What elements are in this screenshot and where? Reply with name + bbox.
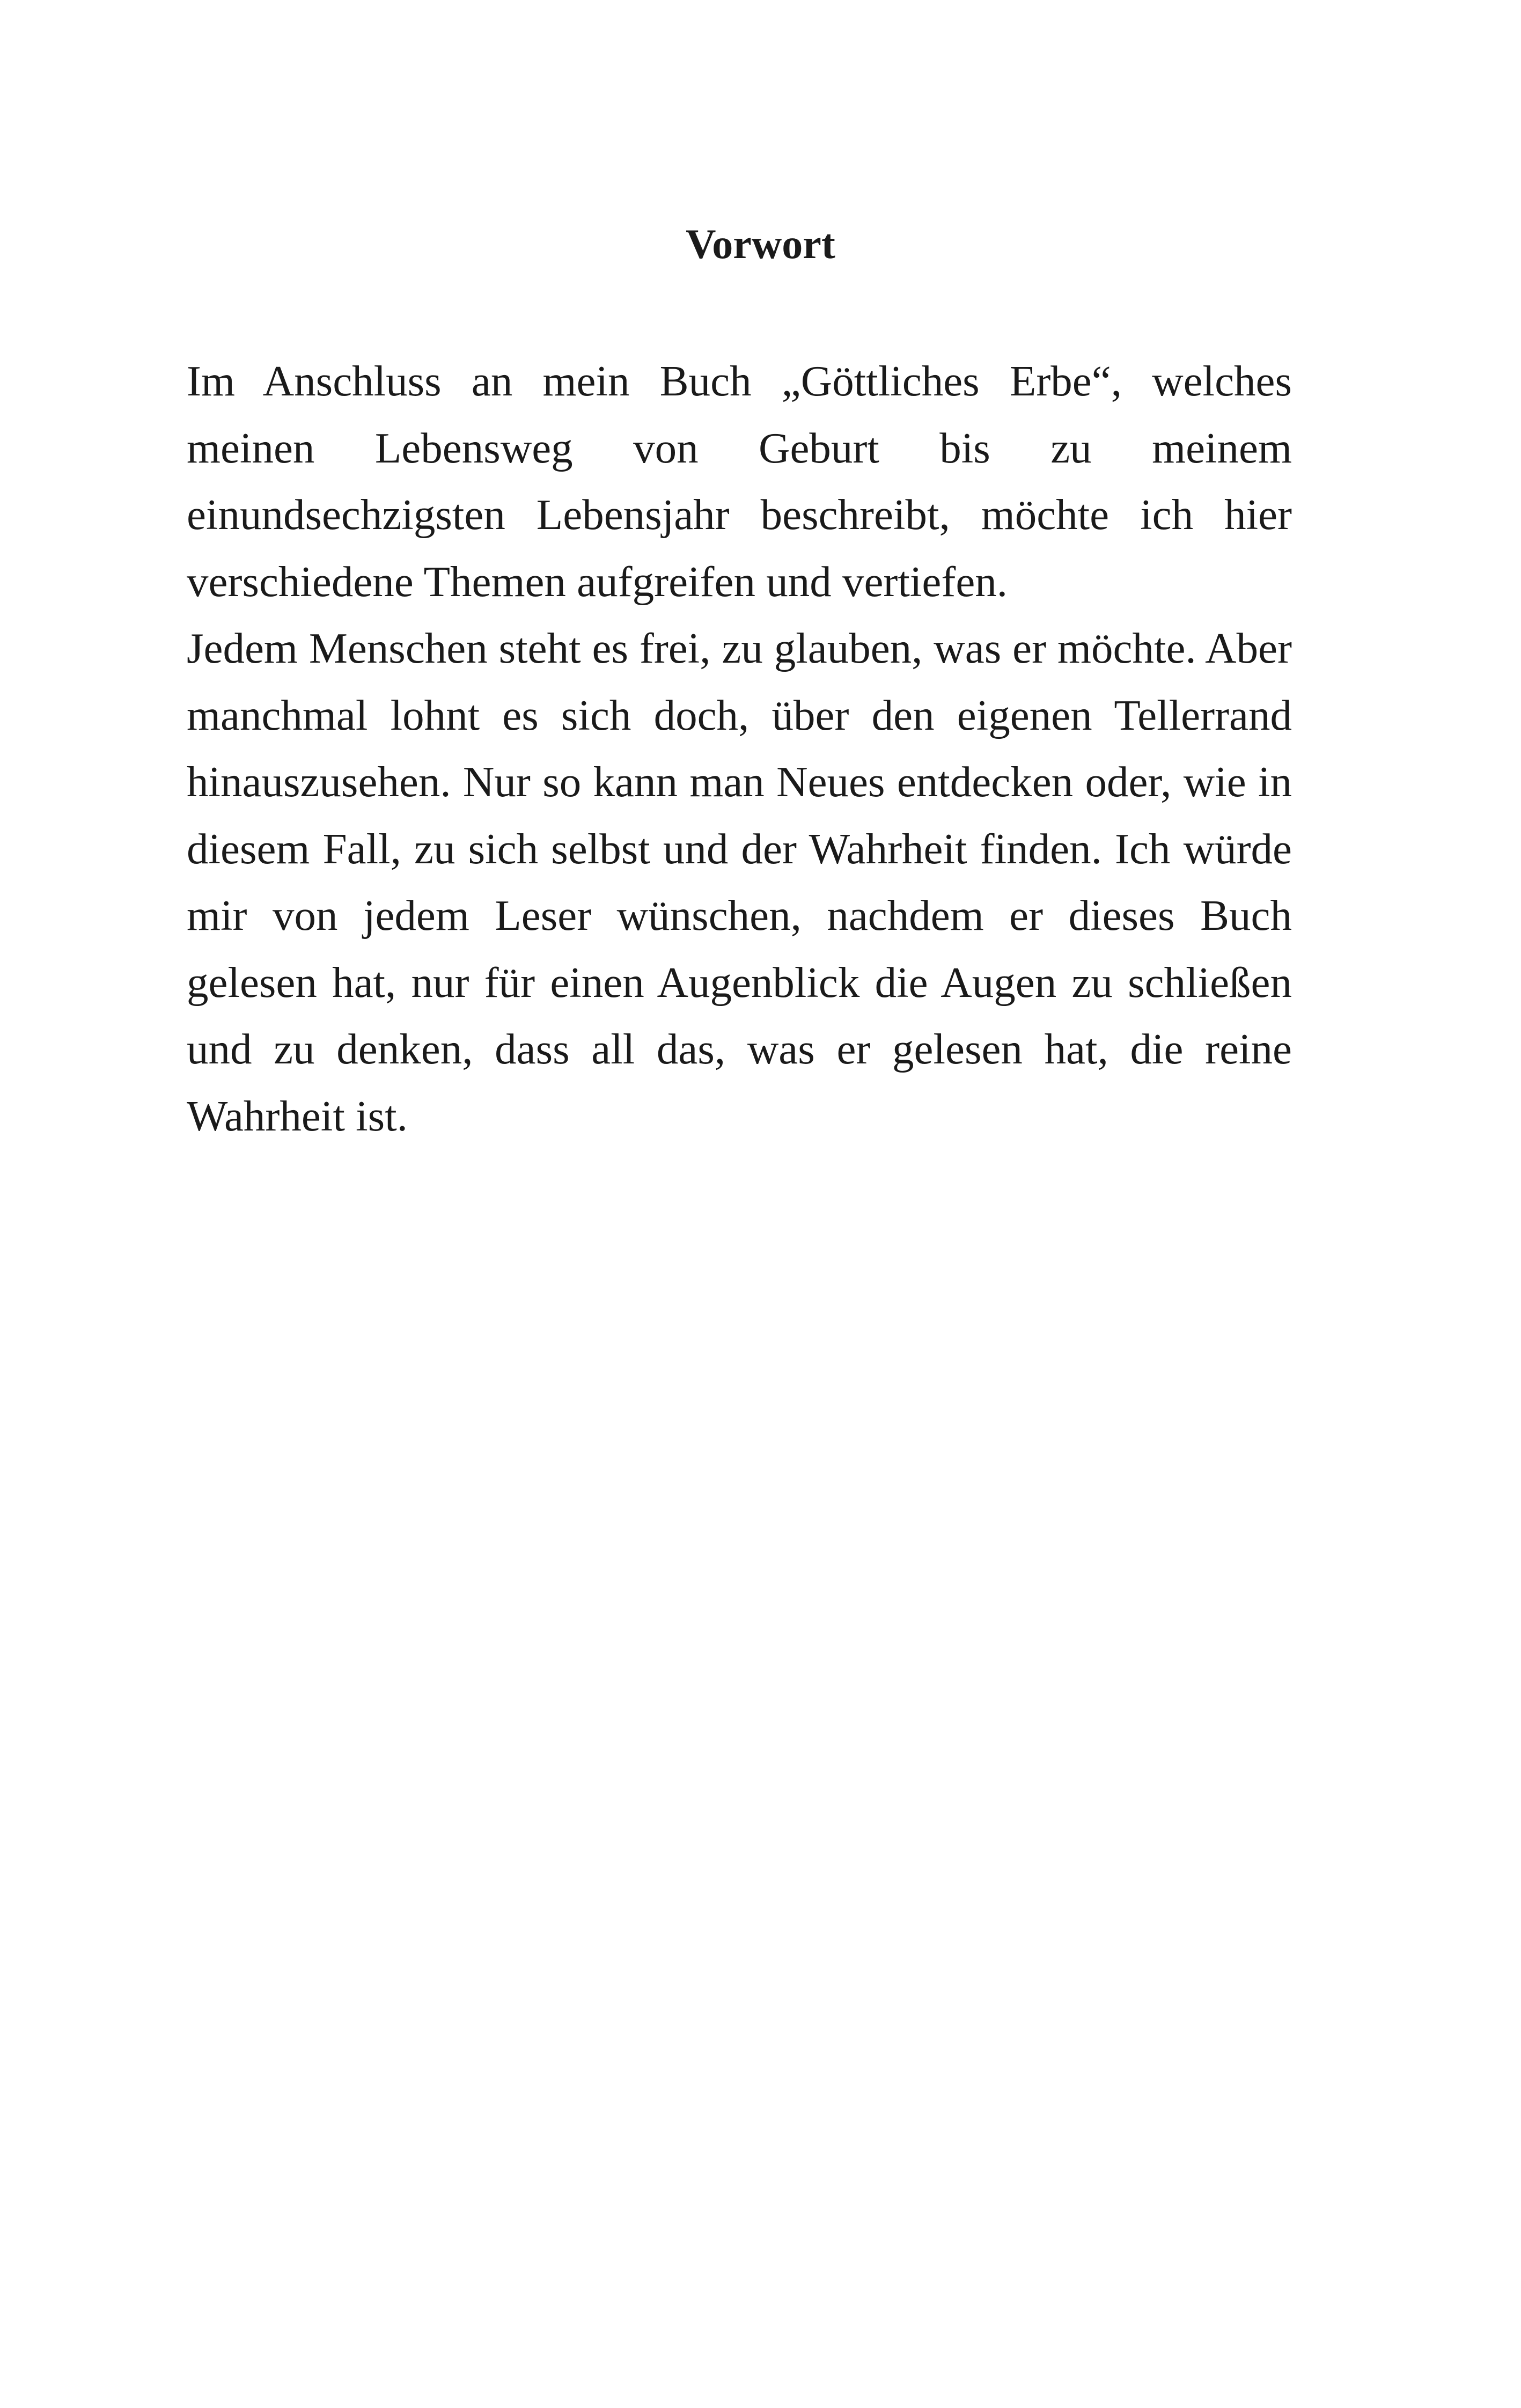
body-text [187, 348, 1292, 1149]
paragraph-intro: Im Anschluss an mein Buch „Göttliches Erbe“, welches meinen Lebensweg von Geburt bis zu meinem einundsechzigsten Lebensjahr beschreibt, möchte ich hier verschiedene Themen aufgreifen und vertiefen. [187, 357, 1292, 606]
chapter-title: Vorwort [686, 221, 835, 267]
paragraph-main: Jedem Menschen steht es frei, zu glauben, was er möchte. Aber manchmal lohnt es sich doch, über den eigenen Tellerrand hinauszusehen. Nur so kann man Neues entdecken oder, wie in diesem Fall, zu sich selbst und der Wahrheit finden. Ich würde mir von jedem Leser wünschen, nachdem er dieses Buch gelesen hat, nur für einen Augenblick die Augen zu schließen und zu denken, dass all das, was er gelesen hat, die reine Wahrheit ist. [187, 624, 1292, 1140]
